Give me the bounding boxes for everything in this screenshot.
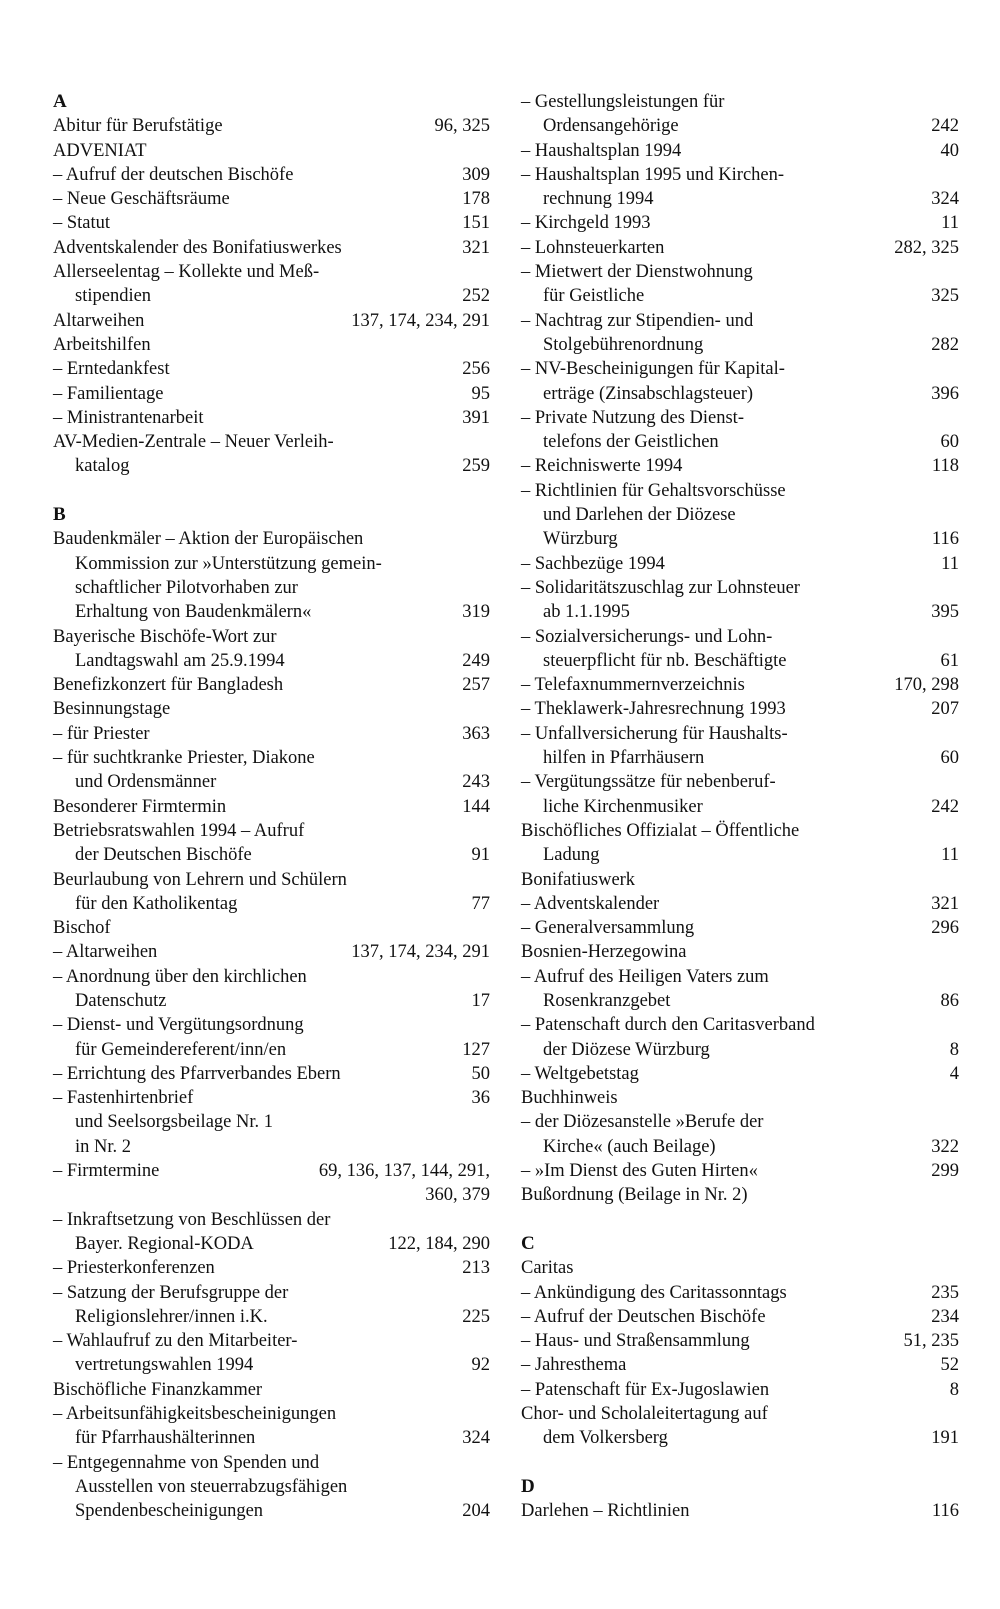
page-reference: 296: [931, 918, 959, 939]
entry-text: – Reichniswerte 1994: [521, 456, 683, 477]
entry-text: – Ankündigung des Caritassonntags: [521, 1282, 787, 1303]
index-entry: [53, 1086, 490, 1110]
entry-text: – für suchtkranke Priester, Diakone: [53, 748, 315, 769]
entry-text: – Mietwert der Dienstwohnung: [521, 262, 753, 283]
index-entry: [53, 1281, 490, 1305]
entry-text: Darlehen – Richtlinien: [521, 1501, 690, 1522]
index-entry: [53, 211, 490, 235]
index-entry: [521, 770, 959, 794]
page-reference: 40: [940, 140, 959, 161]
index-entry: [53, 940, 490, 964]
entry-text: – Unfallversicherung für Haushalts-: [521, 723, 788, 744]
index-entry: [53, 1208, 490, 1232]
index-entry: [53, 527, 490, 551]
index-entry: [521, 1256, 959, 1280]
page-reference: 234: [931, 1306, 959, 1327]
entry-text: Bayerische Bischöfe-Wort zur: [53, 626, 277, 647]
index-entry: [53, 722, 490, 746]
entry-text: Bosnien-Herzegowina: [521, 942, 687, 963]
entry-text: Bischof: [53, 918, 111, 939]
entry-text: vertretungswahlen 1994: [75, 1355, 254, 1376]
entry-text: Datenschutz: [75, 990, 167, 1011]
entry-text: AV-Medien-Zentrale – Neuer Verleih-: [53, 432, 334, 453]
entry-text: – Jahresthema: [521, 1355, 627, 1376]
index-entry: [521, 211, 959, 235]
entry-text: – Priesterkonferenzen: [53, 1258, 215, 1279]
index-entry: [521, 163, 959, 187]
entry-text: Beurlaubung von Lehrern und Schülern: [53, 869, 347, 890]
index-entry-continuation: [53, 1475, 490, 1499]
entry-text: D: [521, 1475, 535, 1497]
entry-text: – Wahlaufruf zu den Mitarbeiter-: [53, 1331, 298, 1352]
entry-text: – der Diözesanstelle »Berufe der: [521, 1112, 764, 1133]
index-entry: [521, 1402, 959, 1426]
entry-text: – Fastenhirtenbrief: [53, 1088, 194, 1109]
index-entry: [53, 309, 490, 333]
entry-text: – Nachtrag zur Stipendien- und: [521, 310, 754, 331]
index-entry-continuation: [521, 1038, 959, 1062]
entry-text: – Private Nutzung des Dienst-: [521, 407, 744, 428]
page-reference: 282: [931, 334, 959, 355]
index-entry: [53, 625, 490, 649]
entry-text: Kirche« (auch Beilage): [543, 1136, 716, 1157]
index-entry-continuation: [53, 1232, 490, 1256]
index-entry: [521, 1159, 959, 1183]
page-reference: 92: [471, 1355, 490, 1376]
entry-text: – Anordnung über den kirchlichen: [53, 966, 307, 987]
page-reference: 242: [931, 116, 959, 137]
index-entry: [53, 382, 490, 406]
entry-text: Baudenkmäler – Aktion der Europäischen: [53, 529, 364, 550]
index-entry: [53, 406, 490, 430]
entry-text: Ordensangehörige: [543, 116, 679, 137]
index-entry-continuation: [53, 1038, 490, 1062]
index-entry-continuation: [521, 1135, 959, 1159]
index-entry-continuation: [53, 600, 490, 624]
index-entry: [521, 1305, 959, 1329]
index-entry: [521, 1378, 959, 1402]
entry-text: – Arbeitsunfähigkeitsbescheinigungen: [53, 1404, 337, 1425]
entry-text: Allerseelentag – Kollekte und Meß-: [53, 262, 320, 283]
entry-text: Rosenkranzgebet: [543, 990, 671, 1011]
index-entry: [521, 90, 959, 114]
entry-text: für Pfarrhaushälterinnen: [75, 1428, 256, 1449]
page-reference: 11: [941, 845, 959, 866]
page-reference: 282, 325: [894, 237, 959, 258]
page-reference: 116: [931, 529, 959, 550]
index-entry-continuation: [53, 649, 490, 673]
page-reference: 77: [471, 893, 490, 914]
page-reference: 256: [462, 359, 490, 380]
index-entry-continuation: [53, 454, 490, 478]
entry-text: – Dienst- und Vergütungsordnung: [53, 1015, 304, 1036]
index-entry: [521, 965, 959, 989]
entry-text: stipendien: [75, 286, 152, 307]
entry-text: ab 1.1.1995: [543, 602, 630, 623]
page-reference: 95: [471, 383, 490, 404]
entry-text: Buchhinweis: [521, 1088, 618, 1109]
entry-text: der Diözese Würzburg: [543, 1039, 710, 1060]
entry-text: rechnung 1994: [543, 189, 654, 210]
index-entry: [53, 333, 490, 357]
index-entry-continuation: [53, 552, 490, 576]
index-entry: [521, 309, 959, 333]
page-reference: 86: [940, 990, 959, 1011]
index-entry: [521, 819, 959, 843]
index-entry: [521, 722, 959, 746]
page-reference: 118: [931, 456, 959, 477]
page-reference: 299: [931, 1161, 959, 1182]
entry-text: in Nr. 2: [75, 1136, 132, 1157]
entry-text: Abitur für Berufstätige: [53, 116, 223, 137]
index-entry: [53, 260, 490, 284]
page-reference: 17: [471, 990, 490, 1011]
entry-text: B: [53, 504, 66, 526]
page-reference: 11: [941, 553, 959, 574]
entry-text: – Sozialversicherungs- und Lohn-: [521, 626, 773, 647]
index-entry: [53, 163, 490, 187]
entry-text: Bonifatiuswerk: [521, 869, 636, 890]
page-reference: 363: [462, 723, 490, 744]
index-entry: [521, 139, 959, 163]
page-reference: 191: [931, 1428, 959, 1449]
index-entry: [521, 1353, 959, 1377]
index-entry: [53, 746, 490, 770]
entry-text: – Satzung der Berufsgruppe der: [53, 1282, 289, 1303]
section-letter: [53, 503, 490, 527]
index-entry-continuation: [521, 430, 959, 454]
entry-text: – Generalversammlung: [521, 918, 695, 939]
blank-line: [521, 1208, 959, 1232]
index-entry: [521, 576, 959, 600]
index-entry: [521, 454, 959, 478]
page-reference: 309: [462, 164, 490, 185]
entry-text: und Darlehen der Diözese: [543, 505, 736, 526]
entry-text: – Haus- und Straßensammlung: [521, 1331, 750, 1352]
index-entry-continuation: [521, 114, 959, 138]
entry-text: Adventskalender des Bonifatiuswerkes: [53, 237, 342, 258]
entry-text: erträge (Zinsabschlagsteuer): [543, 383, 754, 404]
index-entry: [53, 965, 490, 989]
page-reference: 391: [462, 407, 490, 428]
page-reference: 322: [931, 1136, 959, 1157]
index-entry-continuation: [521, 333, 959, 357]
index-entry-continuation: [521, 187, 959, 211]
page-reference: 11: [941, 213, 959, 234]
entry-text: – Patenschaft durch den Caritasverband: [521, 1015, 815, 1036]
blank-line: [521, 1451, 959, 1475]
entry-text: – Neue Geschäftsräume: [53, 189, 230, 210]
entry-text: liche Kirchenmusiker: [543, 796, 703, 817]
index-entry: [53, 1402, 490, 1426]
page-reference: 225: [462, 1306, 490, 1327]
index-entry: [521, 673, 959, 697]
index-entry: [521, 697, 959, 721]
page-reference: 321: [931, 893, 959, 914]
index-entry: [521, 625, 959, 649]
entry-text: – Theklawerk-Jahresrechnung 1993: [521, 699, 786, 720]
index-entry: [521, 357, 959, 381]
index-entry-continuation: [521, 795, 959, 819]
entry-text: – Aufruf der Deutschen Bischöfe: [521, 1306, 766, 1327]
page-reference: 144: [462, 796, 490, 817]
index-entry-continuation: [521, 527, 959, 551]
index-entry: [53, 1329, 490, 1353]
page-reference: 324: [931, 189, 959, 210]
index-entry: [521, 479, 959, 503]
index-entry-continuation: [53, 989, 490, 1013]
entry-text: – Patenschaft für Ex-Jugoslawien: [521, 1379, 770, 1400]
page-reference: 243: [462, 772, 490, 793]
entry-text: – Adventskalender: [521, 893, 660, 914]
index-entry-continuation: [521, 649, 959, 673]
page-reference: 36: [471, 1088, 490, 1109]
index-entry: [53, 916, 490, 940]
entry-text: für den Katholikentag: [75, 893, 238, 914]
page-reference: 325: [931, 286, 959, 307]
page-reference: 51, 235: [903, 1331, 959, 1352]
index-entry: [53, 1159, 490, 1183]
index-entry-continuation: [53, 1110, 490, 1134]
index-entry: [521, 1499, 959, 1523]
index-entry: [53, 430, 490, 454]
entry-text: – Familientage: [53, 383, 164, 404]
entry-text: Bayer. Regional-KODA: [75, 1233, 254, 1254]
page-reference: 170, 298: [894, 675, 959, 696]
entry-text: – Gestellungsleistungen für: [521, 92, 725, 112]
page-reference: 213: [462, 1258, 490, 1279]
entry-text: – Entgegennahme von Spenden und: [53, 1452, 320, 1473]
index-entry-continuation: [53, 1426, 490, 1450]
page-reference: 178: [462, 189, 490, 210]
entry-text: hilfen in Pfarrhäusern: [543, 748, 705, 769]
index-entry-continuation: [521, 746, 959, 770]
entry-text: – Haushaltsplan 1994: [521, 140, 682, 161]
entry-text: Chor- und Scholaleitertagung auf: [521, 1404, 768, 1425]
page-reference: 257: [462, 675, 490, 696]
entry-text: – Telefaxnummernverzeichnis: [521, 675, 745, 696]
page-reference: 319: [462, 602, 490, 623]
entry-text: – Solidaritätszuschlag zur Lohnsteuer: [521, 577, 800, 598]
page-reference: 116: [931, 1501, 959, 1522]
page-reference: 249: [462, 650, 490, 671]
page-reference: 60: [940, 432, 959, 453]
index-entry: [53, 139, 490, 163]
entry-text: Ausstellen von steuerrabzugsfähigen: [75, 1476, 348, 1497]
index-entry-continuation: [521, 843, 959, 867]
entry-text: – Firmtermine: [53, 1161, 160, 1182]
entry-text: – Altarweihen: [53, 942, 158, 963]
entry-text: dem Volkersberg: [543, 1428, 668, 1449]
entry-text: für Geistliche: [543, 286, 645, 307]
entry-text: – Aufruf des Heiligen Vaters zum: [521, 966, 769, 987]
index-entry: [53, 357, 490, 381]
page-reference: 91: [471, 845, 490, 866]
page-reference: 207: [931, 699, 959, 720]
page-reference: 360, 379: [425, 1185, 490, 1206]
index-entry: [521, 406, 959, 430]
entry-text: – Richtlinien für Gehaltsvorschüsse: [521, 480, 786, 501]
index-entry: [521, 940, 959, 964]
index-entry-continuation: [521, 284, 959, 308]
index-entry: [53, 868, 490, 892]
page-reference: 122, 184, 290: [388, 1233, 490, 1254]
entry-text: der Deutschen Bischöfe: [75, 845, 252, 866]
blank-line: [53, 479, 490, 503]
index-entry: [53, 236, 490, 260]
entry-text: – »Im Dienst des Guten Hirten«: [521, 1161, 758, 1182]
page-reference: 151: [462, 213, 490, 234]
page-reference: 137, 174, 234, 291: [351, 942, 490, 963]
page-reference: 137, 174, 234, 291: [351, 310, 490, 331]
entry-text: Betriebsratswahlen 1994 – Aufruf: [53, 820, 305, 841]
entry-text: – Statut: [53, 213, 111, 234]
page-reference: 127: [462, 1039, 490, 1060]
entry-text: Bußordnung (Beilage in Nr. 2): [521, 1185, 748, 1206]
entry-text: Religionslehrer/innen i.K.: [75, 1306, 268, 1327]
page-reference: 8: [949, 1039, 959, 1060]
index-entry-continuation: [53, 843, 490, 867]
index-entry-continuation: [53, 284, 490, 308]
entry-text: – NV-Bescheinigungen für Kapital-: [521, 359, 785, 380]
entry-text: ADVENIAT: [53, 140, 147, 161]
entry-text: Arbeitshilfen: [53, 334, 151, 355]
entry-text: C: [521, 1232, 535, 1254]
entry-text: – Sachbezüge 1994: [521, 553, 665, 574]
entry-text: – Weltgebetstag: [521, 1063, 639, 1084]
entry-text: Bischöfliche Finanzkammer: [53, 1379, 263, 1400]
index-entry-continuation: [53, 576, 490, 600]
page-reference: 8: [949, 1379, 959, 1400]
index-column-left: [53, 90, 490, 1524]
page-reference: 321: [462, 237, 490, 258]
index-entry-continuation: [53, 770, 490, 794]
index-entry: [521, 260, 959, 284]
index-entry: [53, 795, 490, 819]
entry-text: schaftlicher Pilotvorhaben zur: [75, 577, 298, 598]
page-reference: 4: [949, 1063, 959, 1084]
entry-text: telefons der Geistlichen: [543, 432, 719, 453]
entry-text: Benefizkonzert für Bangladesh: [53, 675, 284, 696]
entry-text: – Ministrantenarbeit: [53, 407, 204, 428]
section-letter: [521, 1475, 959, 1499]
entry-text: – Lohnsteuerkarten: [521, 237, 665, 258]
index-entry-continuation: [53, 1305, 490, 1329]
section-letter: [521, 1232, 959, 1256]
index-entry-continuation: [521, 382, 959, 406]
page-reference: 69, 136, 137, 144, 291,: [318, 1161, 490, 1182]
page-reference: 50: [471, 1063, 490, 1084]
index-entry: [521, 892, 959, 916]
entry-text: Caritas: [521, 1258, 574, 1279]
entry-text: steuerpflicht für nb. Beschäftigte: [543, 650, 787, 671]
entry-text: katalog: [75, 456, 130, 477]
index-entry-continuation: [53, 892, 490, 916]
page-reference: 252: [462, 286, 490, 307]
entry-text: – Erntedankfest: [53, 359, 170, 380]
index-entry: [521, 916, 959, 940]
index-entry-continuation: [53, 1353, 490, 1377]
index-entry: [53, 114, 490, 138]
entry-text: Besinnungstage: [53, 699, 171, 720]
index-entry-continuation: [521, 600, 959, 624]
index-entry-continuation: [521, 1426, 959, 1450]
index-entry: [53, 1013, 490, 1037]
index-entry-continuation: [521, 989, 959, 1013]
entry-text: und Ordensmänner: [75, 772, 217, 793]
index-entry: [53, 1451, 490, 1475]
index-entry: [53, 819, 490, 843]
page-reference: 52: [940, 1355, 959, 1376]
page-reference: 242: [931, 796, 959, 817]
index-entry-continuation: [53, 1135, 490, 1159]
page-reference: 396: [931, 383, 959, 404]
entry-text: Landtagswahl am 25.9.1994: [75, 650, 285, 671]
entry-text: – Kirchgeld 1993: [521, 213, 651, 234]
index-entry: [521, 1281, 959, 1305]
entry-text: – Aufruf der deutschen Bischöfe: [53, 164, 294, 185]
page-reference: 96, 325: [434, 116, 490, 137]
entry-text: – für Priester: [53, 723, 150, 744]
entry-text: Bischöfliches Offizialat – Öffentliche: [521, 820, 800, 841]
entry-text: Altarweihen: [53, 310, 145, 331]
index-entry: [521, 1013, 959, 1037]
index-entry: [521, 1183, 959, 1207]
entry-text: – Errichtung des Pfarrverbandes Ebern: [53, 1063, 341, 1084]
entry-text: – Haushaltsplan 1995 und Kirchen-: [521, 164, 785, 185]
index-entry: [53, 187, 490, 211]
entry-text: und Seelsorgsbeilage Nr. 1: [75, 1112, 273, 1133]
page-reference: 259: [462, 456, 490, 477]
entry-text: Ladung: [543, 845, 600, 866]
index-entry: [521, 552, 959, 576]
index-entry: [53, 697, 490, 721]
page-reference: 324: [462, 1428, 490, 1449]
page-reference: 235: [931, 1282, 959, 1303]
index-entry-continuation: [53, 1183, 490, 1207]
entry-text: für Gemeindereferent/inn/en: [75, 1039, 287, 1060]
entry-text: Kommission zur »Unterstützung gemein-: [75, 553, 382, 574]
index-entry-continuation: [53, 1499, 490, 1523]
index-entry: [521, 1329, 959, 1353]
page-reference: 395: [931, 602, 959, 623]
index-entry: [521, 1086, 959, 1110]
index-entry: [53, 673, 490, 697]
index-entry-continuation: [521, 503, 959, 527]
index-entry: [521, 868, 959, 892]
index-entry: [53, 1256, 490, 1280]
entry-text: – Inkraftsetzung von Beschlüssen der: [53, 1209, 331, 1230]
page-reference: 61: [940, 650, 959, 671]
entry-text: Spendenbescheinigungen: [75, 1501, 264, 1522]
entry-text: Würzburg: [543, 529, 618, 550]
index-entry: [521, 236, 959, 260]
index-entry: [521, 1062, 959, 1086]
index-entry: [53, 1378, 490, 1402]
entry-text: Erhaltung von Baudenkmälern«: [75, 602, 312, 623]
index-entry: [521, 1110, 959, 1134]
index-entry: [53, 1062, 490, 1086]
entry-text: A: [53, 91, 67, 112]
page-reference: 60: [940, 748, 959, 769]
index-column-right: [521, 90, 959, 1524]
entry-text: Stolgebührenordnung: [543, 334, 704, 355]
entry-text: Besonderer Firmtermin: [53, 796, 227, 817]
section-letter: [53, 90, 490, 114]
entry-text: – Vergütungssätze für nebenberuf-: [521, 772, 776, 793]
page-reference: 204: [462, 1501, 490, 1522]
